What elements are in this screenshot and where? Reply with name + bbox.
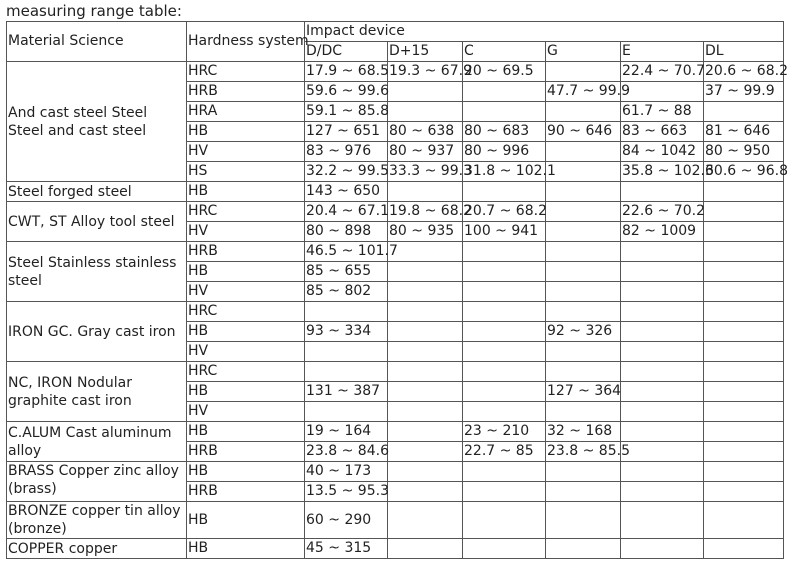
range-cell: 20.4 ~ 67.1 (305, 202, 388, 222)
range-cell (463, 342, 546, 362)
range-cell (704, 402, 784, 422)
range-cell (463, 82, 546, 102)
range-cell (704, 282, 784, 302)
hardness-system-cell: HRB (187, 442, 305, 462)
range-cell (621, 282, 704, 302)
range-cell (463, 262, 546, 282)
range-cell: 80 ~ 950 (704, 142, 784, 162)
range-cell: 80 ~ 683 (463, 122, 546, 142)
range-cell (546, 242, 621, 262)
range-cell (388, 302, 463, 322)
range-cell: 22.7 ~ 85 (463, 442, 546, 462)
range-cell (704, 539, 784, 559)
range-cell: 84 ~ 1042 (621, 142, 704, 162)
range-cell (388, 182, 463, 202)
range-cell (546, 262, 621, 282)
range-cell: 59.6 ~ 99.6 (305, 82, 388, 102)
hardness-system-cell: HB (187, 262, 305, 282)
range-cell: 20.7 ~ 68.2 (463, 202, 546, 222)
range-cell (463, 302, 546, 322)
range-cell (704, 102, 784, 122)
range-cell: 13.5 ~ 95.3 (305, 482, 388, 502)
range-cell (463, 382, 546, 402)
range-cell: 61.7 ~ 88 (621, 102, 704, 122)
table-row (7, 62, 784, 82)
range-cell (388, 402, 463, 422)
hardness-system-cell: HB (187, 182, 305, 202)
range-cell: 82 ~ 1009 (621, 222, 704, 242)
material-cell: BRONZE copper tin alloy (bronze) (7, 502, 187, 539)
header-material: Material Science (7, 22, 187, 62)
range-cell: 35.8 ~ 102.6 (621, 162, 704, 182)
range-cell: 40 ~ 173 (305, 462, 388, 482)
table-row (7, 242, 784, 262)
hardness-system-cell: HB (187, 382, 305, 402)
header-device-g: G (546, 42, 621, 62)
range-cell (463, 102, 546, 122)
hardness-system-cell: HRB (187, 242, 305, 262)
range-cell (463, 482, 546, 502)
range-cell (704, 422, 784, 442)
range-cell (704, 442, 784, 462)
range-cell: 143 ~ 650 (305, 182, 388, 202)
material-cell: CWT, ST Alloy tool steel (7, 202, 187, 242)
range-cell (463, 402, 546, 422)
range-cell (463, 539, 546, 559)
range-cell: 131 ~ 387 (305, 382, 388, 402)
range-cell (546, 302, 621, 322)
material-cell: C.ALUM Cast aluminum alloy (7, 422, 187, 462)
material-cell: BRASS Copper zinc alloy (brass) (7, 462, 187, 502)
range-cell (388, 82, 463, 102)
range-cell (388, 282, 463, 302)
range-cell: 20.6 ~ 68.2 (704, 62, 784, 82)
range-cell: 81 ~ 646 (704, 122, 784, 142)
range-cell: 80 ~ 937 (388, 142, 463, 162)
material-cell: And cast steel Steel Steel and cast steel (7, 62, 187, 182)
range-cell: 32 ~ 168 (546, 422, 621, 442)
hardness-system-cell: HV (187, 142, 305, 162)
range-cell (704, 362, 784, 382)
hardness-system-cell: HRC (187, 302, 305, 322)
range-cell (546, 502, 621, 539)
header-row (7, 22, 784, 42)
range-cell (621, 342, 704, 362)
table-caption: measuring range table: (6, 2, 182, 20)
range-cell (305, 402, 388, 422)
table-row (7, 502, 784, 539)
range-cell (621, 422, 704, 442)
header-device-e: E (621, 42, 704, 62)
range-cell: 32.2 ~ 99.5 (305, 162, 388, 182)
range-cell (621, 242, 704, 262)
range-cell (704, 202, 784, 222)
range-cell: 60 ~ 290 (305, 502, 388, 539)
range-cell: 83 ~ 663 (621, 122, 704, 142)
range-cell (546, 462, 621, 482)
range-cell (463, 362, 546, 382)
range-cell (704, 222, 784, 242)
range-cell: 46.5 ~ 101.7 (305, 242, 388, 262)
range-cell (621, 302, 704, 322)
hardness-system-cell: HRC (187, 202, 305, 222)
table-body (7, 22, 788, 559)
hardness-system-cell: HRC (187, 62, 305, 82)
range-cell: 22.4 ~ 70.7 (621, 62, 704, 82)
material-cell: Steel forged steel (7, 182, 187, 202)
range-cell (704, 502, 784, 539)
range-cell (388, 502, 463, 539)
hardness-system-cell: HV (187, 342, 305, 362)
header-hardness-system: Hardness system (187, 22, 305, 62)
range-cell (704, 342, 784, 362)
hardness-system-cell: HV (187, 402, 305, 422)
range-cell (704, 242, 784, 262)
range-cell (546, 482, 621, 502)
range-cell (463, 502, 546, 539)
range-cell: 17.9 ~ 68.5 (305, 62, 388, 82)
range-cell (546, 402, 621, 422)
range-cell: 19 ~ 164 (305, 422, 388, 442)
range-cell: 45 ~ 315 (305, 539, 388, 559)
range-cell (621, 402, 704, 422)
table-row (7, 182, 784, 202)
hardness-system-cell: HV (187, 222, 305, 242)
range-cell (621, 502, 704, 539)
table-row (7, 462, 784, 482)
header-device-d-15: D+15 (388, 42, 463, 62)
material-cell: Steel Stainless stainless steel (7, 242, 187, 302)
range-cell (621, 262, 704, 282)
range-cell: 80 ~ 898 (305, 222, 388, 242)
range-cell (621, 539, 704, 559)
hardness-system-cell: HS (187, 162, 305, 182)
range-cell (388, 362, 463, 382)
hardness-system-cell: HV (187, 282, 305, 302)
range-cell: 80 ~ 935 (388, 222, 463, 242)
hardness-system-cell: HRB (187, 82, 305, 102)
range-cell: 37 ~ 99.9 (704, 82, 784, 102)
range-cell (305, 302, 388, 322)
header-device-dl: DL (704, 42, 784, 62)
range-cell (388, 242, 463, 262)
hardness-system-cell: HB (187, 422, 305, 442)
range-cell (704, 182, 784, 202)
range-cell (388, 382, 463, 402)
range-cell (621, 322, 704, 342)
table-row (7, 302, 784, 322)
range-cell (546, 202, 621, 222)
range-cell: 85 ~ 655 (305, 262, 388, 282)
range-cell (621, 482, 704, 502)
range-cell (546, 182, 621, 202)
range-cell (546, 62, 621, 82)
range-cell (463, 242, 546, 262)
range-cell: 19.3 ~ 67.9 (388, 62, 463, 82)
range-cell: 90 ~ 646 (546, 122, 621, 142)
range-cell: 31.8 ~ 102.1 (463, 162, 546, 182)
range-cell (463, 182, 546, 202)
range-cell (621, 382, 704, 402)
range-cell (388, 482, 463, 502)
range-cell (388, 539, 463, 559)
range-cell (463, 282, 546, 302)
range-cell (388, 442, 463, 462)
range-cell (546, 539, 621, 559)
material-cell: COPPER copper (7, 539, 187, 559)
range-cell: 33.3 ~ 99.3 (388, 162, 463, 182)
range-cell: 19.8 ~ 68.2 (388, 202, 463, 222)
range-cell: 23.8 ~ 84.6 (305, 442, 388, 462)
range-cell (388, 422, 463, 442)
range-cell: 23.8 ~ 85.5 (546, 442, 621, 462)
range-cell (388, 342, 463, 362)
range-cell (546, 162, 621, 182)
table-row (7, 539, 784, 559)
range-cell (546, 342, 621, 362)
header-device-c: C (463, 42, 546, 62)
range-cell (704, 302, 784, 322)
range-cell (546, 282, 621, 302)
hardness-system-cell: HB (187, 502, 305, 539)
range-cell (546, 222, 621, 242)
material-cell: IRON GC. Gray cast iron (7, 302, 187, 362)
range-cell (621, 362, 704, 382)
hardness-system-cell: HRB (187, 482, 305, 502)
range-cell: 47.7 ~ 99.9 (546, 82, 621, 102)
range-cell: 100 ~ 941 (463, 222, 546, 242)
range-cell (388, 322, 463, 342)
range-cell (704, 482, 784, 502)
range-cell: 93 ~ 334 (305, 322, 388, 342)
range-cell: 83 ~ 976 (305, 142, 388, 162)
hardness-system-cell: HB (187, 539, 305, 559)
range-cell (704, 322, 784, 342)
material-cell: NC, IRON Nodular graphite cast iron (7, 362, 187, 422)
range-cell (546, 362, 621, 382)
range-cell (546, 142, 621, 162)
hardness-system-cell: HRC (187, 362, 305, 382)
measuring-range-table (6, 21, 788, 559)
range-cell (704, 262, 784, 282)
range-cell: 127 ~ 364 (546, 382, 621, 402)
header-impact-device: Impact device (305, 22, 784, 42)
range-cell: 80 ~ 996 (463, 142, 546, 162)
range-cell: 23 ~ 210 (463, 422, 546, 442)
hardness-system-cell: HB (187, 122, 305, 142)
range-cell (546, 102, 621, 122)
range-cell (388, 262, 463, 282)
header-device-d-dc: D/DC (305, 42, 388, 62)
range-cell: 85 ~ 802 (305, 282, 388, 302)
range-cell: 20 ~ 69.5 (463, 62, 546, 82)
hardness-system-cell: HB (187, 322, 305, 342)
range-cell (621, 462, 704, 482)
table-row (7, 362, 784, 382)
range-cell: 30.6 ~ 96.8 (704, 162, 784, 182)
hardness-system-cell: HB (187, 462, 305, 482)
range-cell (704, 462, 784, 482)
range-cell (388, 462, 463, 482)
range-cell (621, 442, 704, 462)
hardness-system-cell: HRA (187, 102, 305, 122)
range-cell: 59.1 ~ 85.8 (305, 102, 388, 122)
range-cell: 80 ~ 638 (388, 122, 463, 142)
range-cell (463, 462, 546, 482)
range-cell (704, 382, 784, 402)
range-cell (463, 322, 546, 342)
range-cell (388, 102, 463, 122)
table-row (7, 202, 784, 222)
range-cell (305, 362, 388, 382)
range-cell (305, 342, 388, 362)
table-row (7, 422, 784, 442)
range-cell: 127 ~ 651 (305, 122, 388, 142)
range-cell: 92 ~ 326 (546, 322, 621, 342)
range-cell (621, 82, 704, 102)
range-cell: 22.6 ~ 70.2 (621, 202, 704, 222)
range-cell (621, 182, 704, 202)
